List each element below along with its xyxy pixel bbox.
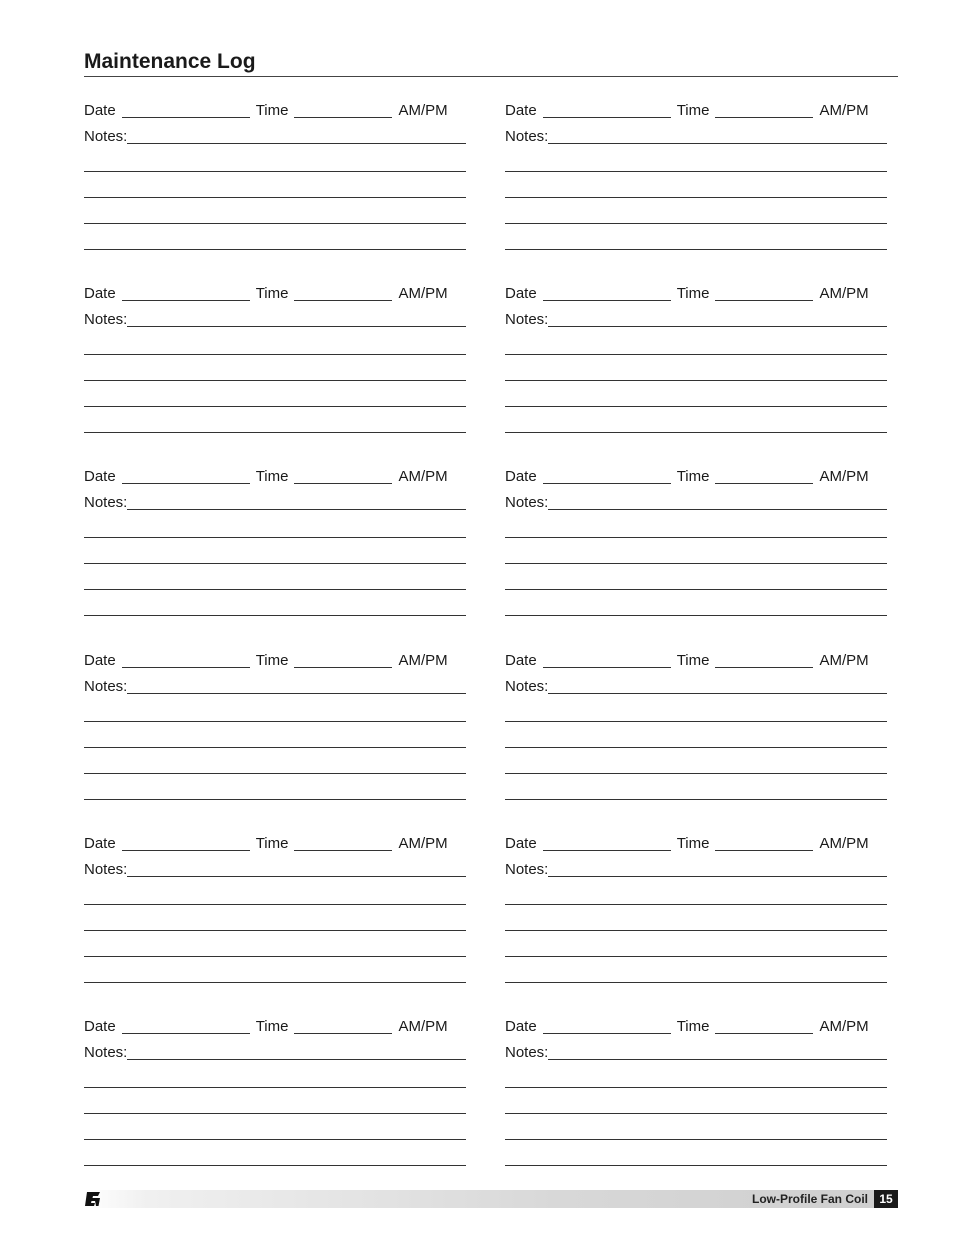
notes-line[interactable] [505, 223, 887, 224]
time-field[interactable] [715, 1020, 813, 1034]
notes-line[interactable] [505, 799, 887, 800]
notes-line[interactable] [505, 563, 887, 564]
date-label: Date [505, 652, 537, 669]
notes-line[interactable] [505, 1165, 887, 1166]
ampm-label: AM/PM [819, 1018, 869, 1035]
log-grid [84, 100, 898, 1180]
time-field[interactable] [294, 1020, 392, 1034]
time-label: Time [255, 835, 289, 852]
ampm-label: AM/PM [398, 652, 448, 669]
ampm-label: AM/PM [819, 468, 869, 485]
date-time-row [84, 100, 474, 120]
date-time-row [505, 1016, 895, 1036]
notes-line[interactable] [505, 197, 887, 198]
footer-product-name: Low-Profile Fan Coil [752, 1192, 868, 1206]
date-label: Date [505, 835, 537, 852]
notes-line[interactable] [505, 354, 887, 355]
notes-line[interactable] [505, 537, 887, 538]
date-time-row [505, 283, 895, 303]
notes-label: Notes: [84, 128, 128, 145]
date-time-row [84, 466, 474, 486]
log-entry [84, 650, 469, 810]
notes-row [505, 309, 887, 329]
notes-field[interactable] [548, 863, 887, 877]
notes-line[interactable] [84, 537, 466, 538]
time-label: Time [676, 468, 710, 485]
time-field[interactable] [715, 287, 813, 301]
time-label: Time [676, 285, 710, 302]
notes-field[interactable] [127, 496, 466, 510]
notes-field[interactable] [127, 680, 466, 694]
time-field[interactable] [294, 287, 392, 301]
notes-line[interactable] [505, 589, 887, 590]
date-field[interactable] [543, 287, 671, 301]
notes-line[interactable] [84, 1139, 466, 1140]
notes-row [84, 859, 466, 879]
time-field[interactable] [294, 470, 392, 484]
date-time-row [505, 833, 895, 853]
date-time-row [84, 833, 474, 853]
time-field[interactable] [294, 654, 392, 668]
log-entry [505, 1016, 890, 1176]
time-label: Time [255, 1018, 289, 1035]
date-time-row [84, 650, 474, 670]
time-field[interactable] [715, 654, 813, 668]
date-field[interactable] [122, 1020, 250, 1034]
notes-row [84, 126, 466, 146]
notes-line[interactable] [84, 249, 466, 250]
notes-line[interactable] [84, 721, 466, 722]
notes-row [505, 126, 887, 146]
notes-line[interactable] [84, 223, 466, 224]
date-time-row [505, 100, 895, 120]
notes-line[interactable] [505, 1113, 887, 1114]
notes-label: Notes: [505, 128, 549, 145]
notes-field[interactable] [127, 313, 466, 327]
notes-line[interactable] [505, 773, 887, 774]
notes-row [84, 1042, 466, 1062]
ampm-label: AM/PM [819, 652, 869, 669]
notes-field[interactable] [548, 680, 887, 694]
date-label: Date [84, 835, 116, 852]
notes-field[interactable] [548, 496, 887, 510]
notes-line[interactable] [505, 380, 887, 381]
notes-line[interactable] [505, 615, 887, 616]
notes-field[interactable] [548, 313, 887, 327]
log-entry [505, 100, 890, 260]
date-field[interactable] [543, 837, 671, 851]
ampm-label: AM/PM [398, 1018, 448, 1035]
notes-label: Notes: [505, 311, 549, 328]
notes-field[interactable] [548, 130, 887, 144]
date-label: Date [505, 468, 537, 485]
date-label: Date [84, 285, 116, 302]
ampm-label: AM/PM [819, 102, 869, 119]
notes-line[interactable] [505, 904, 887, 905]
date-label: Date [505, 285, 537, 302]
notes-line[interactable] [505, 406, 887, 407]
log-entry [84, 466, 469, 626]
date-label: Date [505, 102, 537, 119]
notes-line[interactable] [84, 982, 466, 983]
notes-row [505, 1042, 887, 1062]
ampm-label: AM/PM [398, 102, 448, 119]
notes-field[interactable] [127, 1046, 466, 1060]
time-field[interactable] [294, 104, 392, 118]
notes-line[interactable] [84, 380, 466, 381]
notes-line[interactable] [84, 799, 466, 800]
notes-line[interactable] [84, 354, 466, 355]
date-label: Date [84, 652, 116, 669]
notes-line[interactable] [505, 1139, 887, 1140]
time-label: Time [255, 285, 289, 302]
notes-line[interactable] [505, 721, 887, 722]
date-field[interactable] [543, 1020, 671, 1034]
ampm-label: AM/PM [398, 468, 448, 485]
notes-line[interactable] [84, 1113, 466, 1114]
ampm-label: AM/PM [398, 835, 448, 852]
notes-row [84, 492, 466, 512]
log-entry [84, 833, 469, 993]
notes-line[interactable] [505, 1087, 887, 1088]
time-label: Time [676, 1018, 710, 1035]
time-field[interactable] [294, 837, 392, 851]
date-field[interactable] [543, 470, 671, 484]
date-time-row [84, 283, 474, 303]
ampm-label: AM/PM [819, 285, 869, 302]
date-field[interactable] [122, 837, 250, 851]
notes-row [84, 676, 466, 696]
ampm-label: AM/PM [819, 835, 869, 852]
log-entry [84, 100, 469, 260]
time-label: Time [676, 102, 710, 119]
notes-line[interactable] [84, 930, 466, 931]
page-number: 15 [874, 1190, 898, 1208]
notes-line[interactable] [84, 956, 466, 957]
log-entry [505, 650, 890, 810]
notes-field[interactable] [127, 863, 466, 877]
time-field[interactable] [715, 837, 813, 851]
notes-row [84, 309, 466, 329]
brand-logo-icon [84, 1190, 102, 1208]
date-label: Date [84, 1018, 116, 1035]
time-label: Time [255, 102, 289, 119]
notes-label: Notes: [84, 494, 128, 511]
date-label: Date [505, 1018, 537, 1035]
notes-row [505, 492, 887, 512]
notes-line[interactable] [505, 747, 887, 748]
notes-label: Notes: [505, 861, 549, 878]
time-label: Time [255, 468, 289, 485]
notes-line[interactable] [84, 747, 466, 748]
notes-line[interactable] [505, 982, 887, 983]
ampm-label: AM/PM [398, 285, 448, 302]
notes-line[interactable] [84, 171, 466, 172]
notes-line[interactable] [84, 1165, 466, 1166]
notes-row [505, 859, 887, 879]
log-entry [505, 466, 890, 626]
notes-line[interactable] [84, 563, 466, 564]
notes-line[interactable] [505, 956, 887, 957]
log-entry [505, 283, 890, 443]
notes-label: Notes: [505, 678, 549, 695]
notes-line[interactable] [505, 171, 887, 172]
notes-label: Notes: [84, 311, 128, 328]
notes-line[interactable] [505, 432, 887, 433]
notes-line[interactable] [84, 615, 466, 616]
notes-field[interactable] [548, 1046, 887, 1060]
notes-line[interactable] [84, 1087, 466, 1088]
log-entry [84, 1016, 469, 1176]
time-field[interactable] [715, 470, 813, 484]
notes-row [505, 676, 887, 696]
notes-line[interactable] [505, 249, 887, 250]
date-time-row [84, 1016, 474, 1036]
notes-line[interactable] [84, 904, 466, 905]
notes-line[interactable] [84, 197, 466, 198]
notes-line[interactable] [84, 432, 466, 433]
title-divider [84, 76, 898, 77]
log-entry [84, 283, 469, 443]
time-label: Time [676, 652, 710, 669]
notes-line[interactable] [84, 406, 466, 407]
date-label: Date [84, 468, 116, 485]
date-field[interactable] [543, 104, 671, 118]
date-label: Date [84, 102, 116, 119]
date-field[interactable] [122, 104, 250, 118]
notes-label: Notes: [84, 678, 128, 695]
notes-label: Notes: [84, 1044, 128, 1061]
notes-line[interactable] [84, 589, 466, 590]
time-label: Time [255, 652, 289, 669]
date-field[interactable] [543, 654, 671, 668]
notes-label: Notes: [84, 861, 128, 878]
notes-line[interactable] [505, 930, 887, 931]
date-field[interactable] [122, 654, 250, 668]
date-field[interactable] [122, 287, 250, 301]
notes-label: Notes: [505, 1044, 549, 1061]
notes-line[interactable] [84, 773, 466, 774]
time-field[interactable] [715, 104, 813, 118]
log-entry [505, 833, 890, 993]
notes-label: Notes: [505, 494, 549, 511]
time-label: Time [676, 835, 710, 852]
date-time-row [505, 466, 895, 486]
date-time-row [505, 650, 895, 670]
date-field[interactable] [122, 470, 250, 484]
page-title: Maintenance Log [84, 50, 256, 73]
notes-field[interactable] [127, 130, 466, 144]
